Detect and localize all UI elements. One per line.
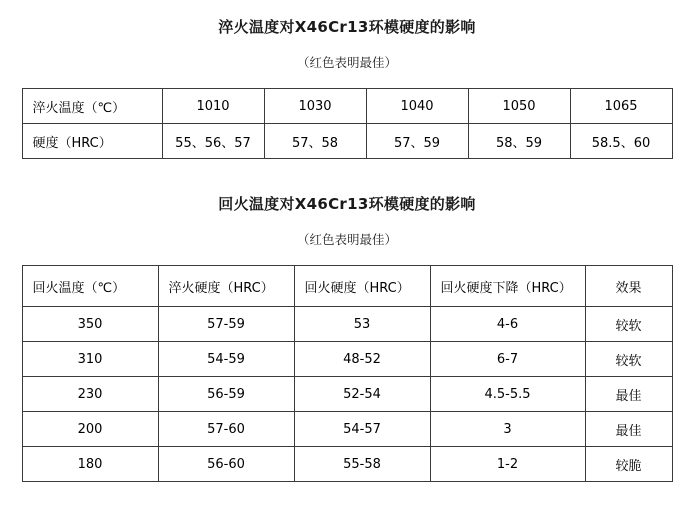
table-cell: 6-7 [430,342,585,377]
table-cell: 180 [22,447,158,482]
table-cell: 较软 [585,342,672,377]
table-row [22,89,672,124]
table-cell: 1030 [264,89,366,124]
table-cell: 55-58 [294,447,430,482]
table-cell: 58.5、60 [570,124,672,159]
row-label: 硬度（HRC） [22,124,162,159]
table-cell-highlight: 1050 [468,89,570,124]
table-cell-highlight: 57-60 [158,412,294,447]
table-cell-highlight: 最佳 [585,377,672,412]
table-row [22,447,672,482]
table-cell: 4-6 [430,307,585,342]
table-header-row [22,266,672,307]
table-cell: 55、56、57 [162,124,264,159]
table-cell-highlight: 230 [22,377,158,412]
table-row-highlight [22,412,672,447]
table-cell: 350 [22,307,158,342]
table-cell: 1010 [162,89,264,124]
table-cell: 较软 [585,307,672,342]
table-cell: 1-2 [430,447,585,482]
table-row [22,124,672,159]
table-row [22,307,672,342]
table-cell-highlight: 200 [22,412,158,447]
table1-subtitle: （红色表明最佳） [296,55,397,70]
table-row [22,342,672,377]
table-cell-highlight: 58、59 [468,124,570,159]
column-header: 回火硬度下降（HRC） [430,266,585,307]
tempering-temperature-table [22,265,673,482]
table-cell: 57、59 [366,124,468,159]
quenching-temperature-table [22,88,673,159]
row-label: 淬火温度（℃） [22,89,162,124]
table-cell: 1065 [570,89,672,124]
table-row-highlight [22,377,672,412]
table-cell: 57、58 [264,124,366,159]
table2-subtitle: （红色表明最佳） [296,232,397,247]
table-cell-highlight: 3 [430,412,585,447]
table-cell-highlight: 最佳 [585,412,672,447]
table-cell-highlight: 56-59 [158,377,294,412]
table-cell: 56-60 [158,447,294,482]
table-cell: 54-59 [158,342,294,377]
table-cell: 1040 [366,89,468,124]
column-header: 回火硬度（HRC） [294,266,430,307]
table-cell: 310 [22,342,158,377]
table-cell-highlight: 54-57 [294,412,430,447]
column-header: 淬火硬度（HRC） [158,266,294,307]
table2-title: 回火温度对X46Cr13环模硬度的影响 [218,195,476,213]
table-cell: 53 [294,307,430,342]
table-cell: 较脆 [585,447,672,482]
column-header: 效果 [585,266,672,307]
table-cell-highlight: 4.5-5.5 [430,377,585,412]
table1-title: 淬火温度对X46Cr13环模硬度的影响 [218,18,476,36]
table-cell-highlight: 52-54 [294,377,430,412]
table-cell: 48-52 [294,342,430,377]
document-page [0,16,694,509]
table-cell: 57-59 [158,307,294,342]
column-header: 回火温度（℃） [22,266,158,307]
